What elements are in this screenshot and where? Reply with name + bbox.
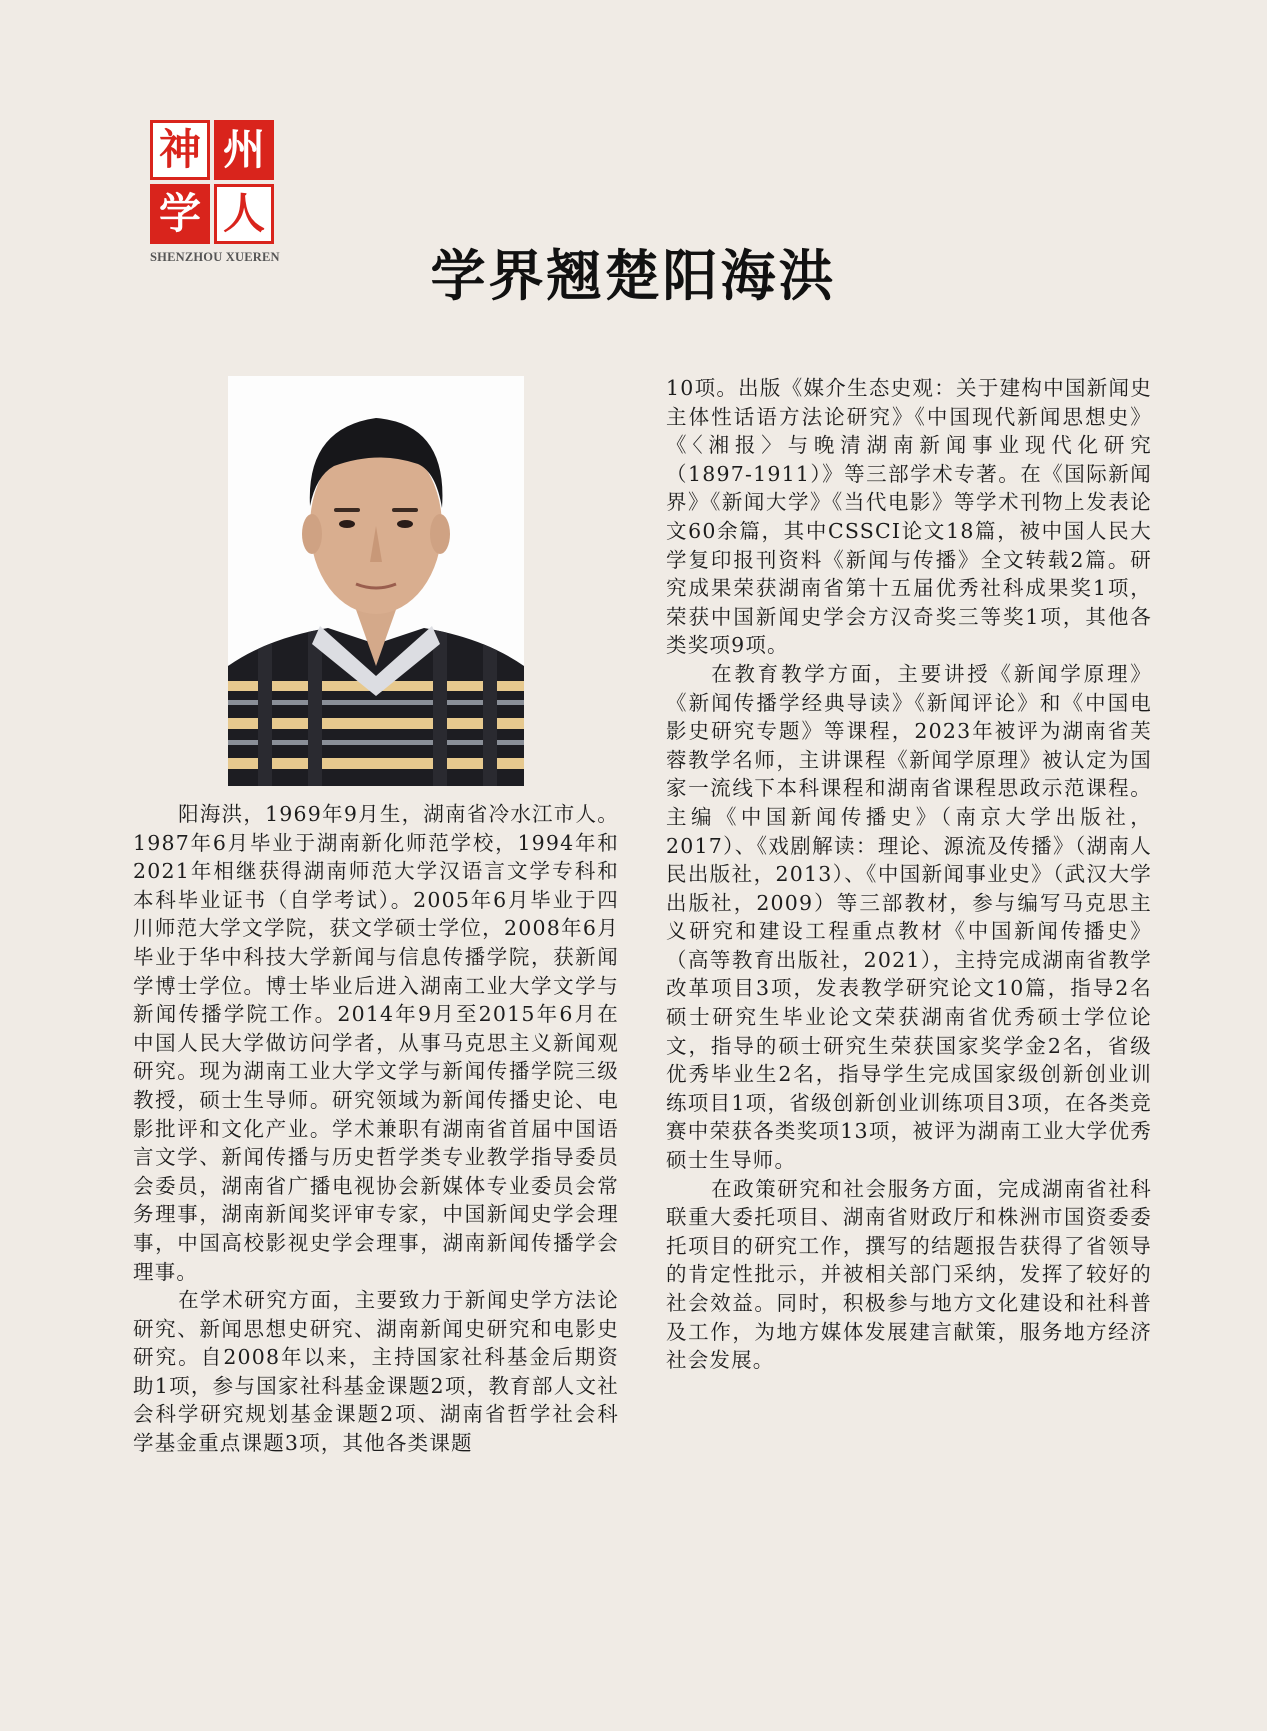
research-paragraph-continued: 10项。出版《媒介生态史观：关于建构中国新闻史主体性话语方法论研究》《中国现代新闻思想史》《〈湘报〉与晚清湖南新闻事业现代化研究（1897-1911）》等三部学术专著。在《国际新闻界》《新闻大学》《当代电影》等学术刊物上发表论文60余篇，其中CSSCI论文18篇，被中国人民大学复印报刊资料《新闻与传播》全文转载2篇。研究成果荣获湖南省第十五届优秀社科成果奖1项，荣获中国新闻史学会方汉奇奖三等奖1项，其他各类奖项9项。: [666, 376, 1152, 658]
service-paragraph: 在政策研究和社会服务方面，完成湖南省社科联重大委托项目、湖南省财政厅和株洲市国资委委托项目的研究工作，撰写的结题报告获得了省领导的肯定性批示，并被相关部门采纳，发挥了较好的社会效益。同时，积极参与地方文化建设和社科普及工作，为地方媒体发展建言献策，服务地方经济社会发展。: [666, 1176, 1152, 1373]
page-title: 学界翘楚阳海洪: [430, 244, 837, 308]
right-text-column: [666, 374, 1152, 1375]
logo-char-shen: 神: [150, 120, 210, 180]
portrait-illustration: [228, 376, 524, 786]
logo-char-xue: 学: [150, 184, 210, 244]
bio-paragraph: 阳海洪，1969年9月生，湖南省冷水江市人。1987年6月毕业于湖南新化师范学校，1994年和2021年相继获得湖南师范大学汉语言文学专科和本科毕业证书（自学考试）。2005年6月毕业于四川师范大学文学院，获文学硕士学位，2008年6月毕业于华中科技大学新闻与信息传播学院，获新闻学博士学位。博士毕业后进入湖南工业大学文学与新闻传播学院工作。2014年9月至2015年6月在中国人民大学做访问学者，从事马克思主义新闻观研究。现为湖南工业大学文学与新闻传播学院三级教授，硕士生导师。研究领域为新闻传播史论、电影批评和文化产业。学术兼职有湖南省首届中国语言文学、新闻传播与历史哲学类专业教学指导委员会委员，湖南省广播电视协会新媒体专业委员会常务理事，湖南新闻奖评审专家，中国新闻史学会理事，中国高校影视史学会理事，湖南新闻传播学会理事。: [133, 802, 619, 1284]
logo-char-ren: 人: [214, 184, 274, 244]
teaching-paragraph: 在教育教学方面，主要讲授《新闻学原理》《新闻传播学经典导读》《新闻评论》和《中国电影史研究专题》等课程，2023年被评为湖南省芙蓉教学名师，主讲课程《新闻学原理》被认定为国家一流线下本科课程和湖南省课程思政示范课程。主编《中国新闻传播史》（南京大学出版社，2017）、《戏剧解读：理论、源流及传播》（湖南人民出版社，2013）、《中国新闻事业史》（武汉大学出版社，2009）等三部教材，参与编写马克思主义研究和建设工程重点教材《中国新闻传播史》（高等教育出版社，2021），主持完成湖南省教学改革项目3项，发表教学研究论文10篇，指导2名硕士研究生毕业论文荣获湖南省优秀硕士学位论文，指导的硕士研究生荣获国家奖学金2名，省级优秀毕业生2名，指导学生完成国家级创新创业训练项目1项，省级创新创业训练项目3项，在各类竞赛中荣获各类奖项13项，被评为湖南工业大学优秀硕士生导师。: [666, 661, 1152, 1173]
research-paragraph: 在学术研究方面，主要致力于新闻史学方法论研究、新闻思想史研究、湖南新闻史研究和电影史研究。自2008年以来，主持国家社科基金后期资助1项，参与国家社科基金课题2项，教育部人文社会科学研究规划基金课题2项、湖南省哲学社会科学基金重点课题3项，其他各类课题: [133, 1288, 619, 1456]
logo-grid: [150, 120, 275, 244]
left-text-column: [133, 800, 619, 1458]
logo-char-zhou: 州: [214, 120, 274, 180]
logo-caption: SHENZHOU XUEREN: [150, 250, 280, 264]
portrait-photo: [228, 376, 524, 786]
